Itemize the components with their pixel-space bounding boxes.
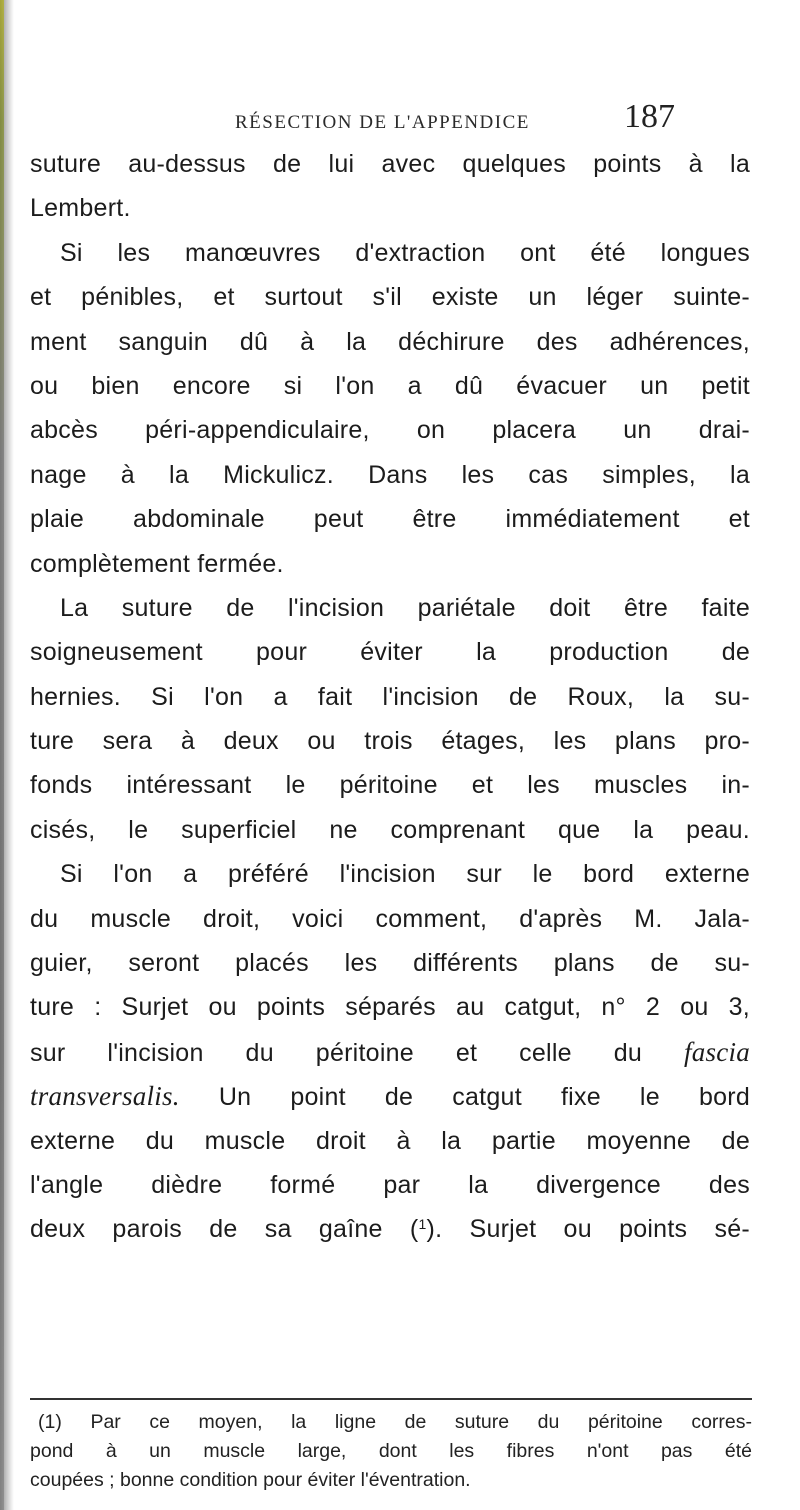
text-line: l'angle dièdre formé par la divergence des xyxy=(30,1170,750,1199)
text-line: hernies. Si l'on a fait l'incision de Roux, la su- xyxy=(30,682,750,711)
text-line: Si l'on a préféré l'incision sur le bord externe xyxy=(60,860,750,889)
italic-term: fascia xyxy=(684,1036,750,1067)
text-line: du muscle droit, voici comment, d'après M. Jala- xyxy=(30,904,750,933)
page-edge-shadow xyxy=(0,0,14,1510)
text-line: et pénibles, et surtout s'il existe un léger suinte- xyxy=(30,283,750,312)
text-line: Lembert. xyxy=(30,194,131,223)
text-line: ou bien encore si l'on a dû évacuer un petit xyxy=(30,371,750,400)
footnote-text: Par ce moyen, la ligne de suture du péritoine corres- xyxy=(90,1411,752,1433)
text-segment: Un point de catgut fixe le bord xyxy=(218,1083,750,1112)
italic-term: transversalis. xyxy=(30,1081,180,1112)
text-line xyxy=(30,1030,750,1074)
text-line: La suture de l'incision pariétale doit être faite xyxy=(60,593,750,622)
text-line: soigneusement pour éviter la production de xyxy=(30,638,750,667)
running-title: RÉSECTION DE L'APPENDICE xyxy=(235,112,530,133)
text-line: ment sanguin dû à la déchirure des adhérences, xyxy=(30,327,750,356)
footnote-divider xyxy=(30,1398,752,1400)
footnote-line: pond à un muscle large, dont les fibres n'ont pas été xyxy=(30,1440,752,1462)
text-line: suture au-dessus de lui avec quelques points à la xyxy=(30,150,750,178)
text-segment: ). Surjet ou points sé- xyxy=(426,1215,750,1244)
text-line: ture : Surjet ou points séparés au catgut, n° 2 ou 3, xyxy=(30,993,750,1022)
text-line: complètement fermée. xyxy=(30,549,284,578)
text-segment: deux parois de sa gaîne ( xyxy=(30,1215,419,1244)
footnote xyxy=(30,1408,752,1495)
text-line: guier, seront placés les différents plans de su- xyxy=(30,949,750,978)
body-text xyxy=(30,142,750,1252)
footnote-line xyxy=(30,1408,752,1437)
text-line xyxy=(30,1074,750,1118)
text-line: nage à la Mickulicz. Dans les cas simples, la xyxy=(30,460,750,489)
text-segment: sur l'incision du péritoine et celle du xyxy=(30,1038,643,1067)
text-line: Si les manœuvres d'extraction ont été longues xyxy=(60,238,750,267)
text-line: abcès péri-appendiculaire, on placera un drai- xyxy=(30,416,750,445)
text-line xyxy=(30,1207,750,1251)
page-number: 187 xyxy=(624,98,675,135)
text-line: plaie abdominale peut être immédiatement et xyxy=(30,505,750,534)
footnote-reference: 1 xyxy=(418,1216,427,1233)
text-line: ture sera à deux ou trois étages, les plans pro- xyxy=(30,727,750,756)
footnote-marker: (1) xyxy=(38,1411,62,1433)
text-line: fonds intéressant le péritoine et les muscles in- xyxy=(30,771,750,800)
footnote-line: coupées ; bonne condition pour éviter l'éventration. xyxy=(30,1469,471,1491)
text-line: cisés, le superficiel ne comprenant que la peau. xyxy=(30,815,750,844)
text-line: externe du muscle droit à la partie moyenne de xyxy=(30,1126,750,1155)
page-header xyxy=(235,90,675,140)
